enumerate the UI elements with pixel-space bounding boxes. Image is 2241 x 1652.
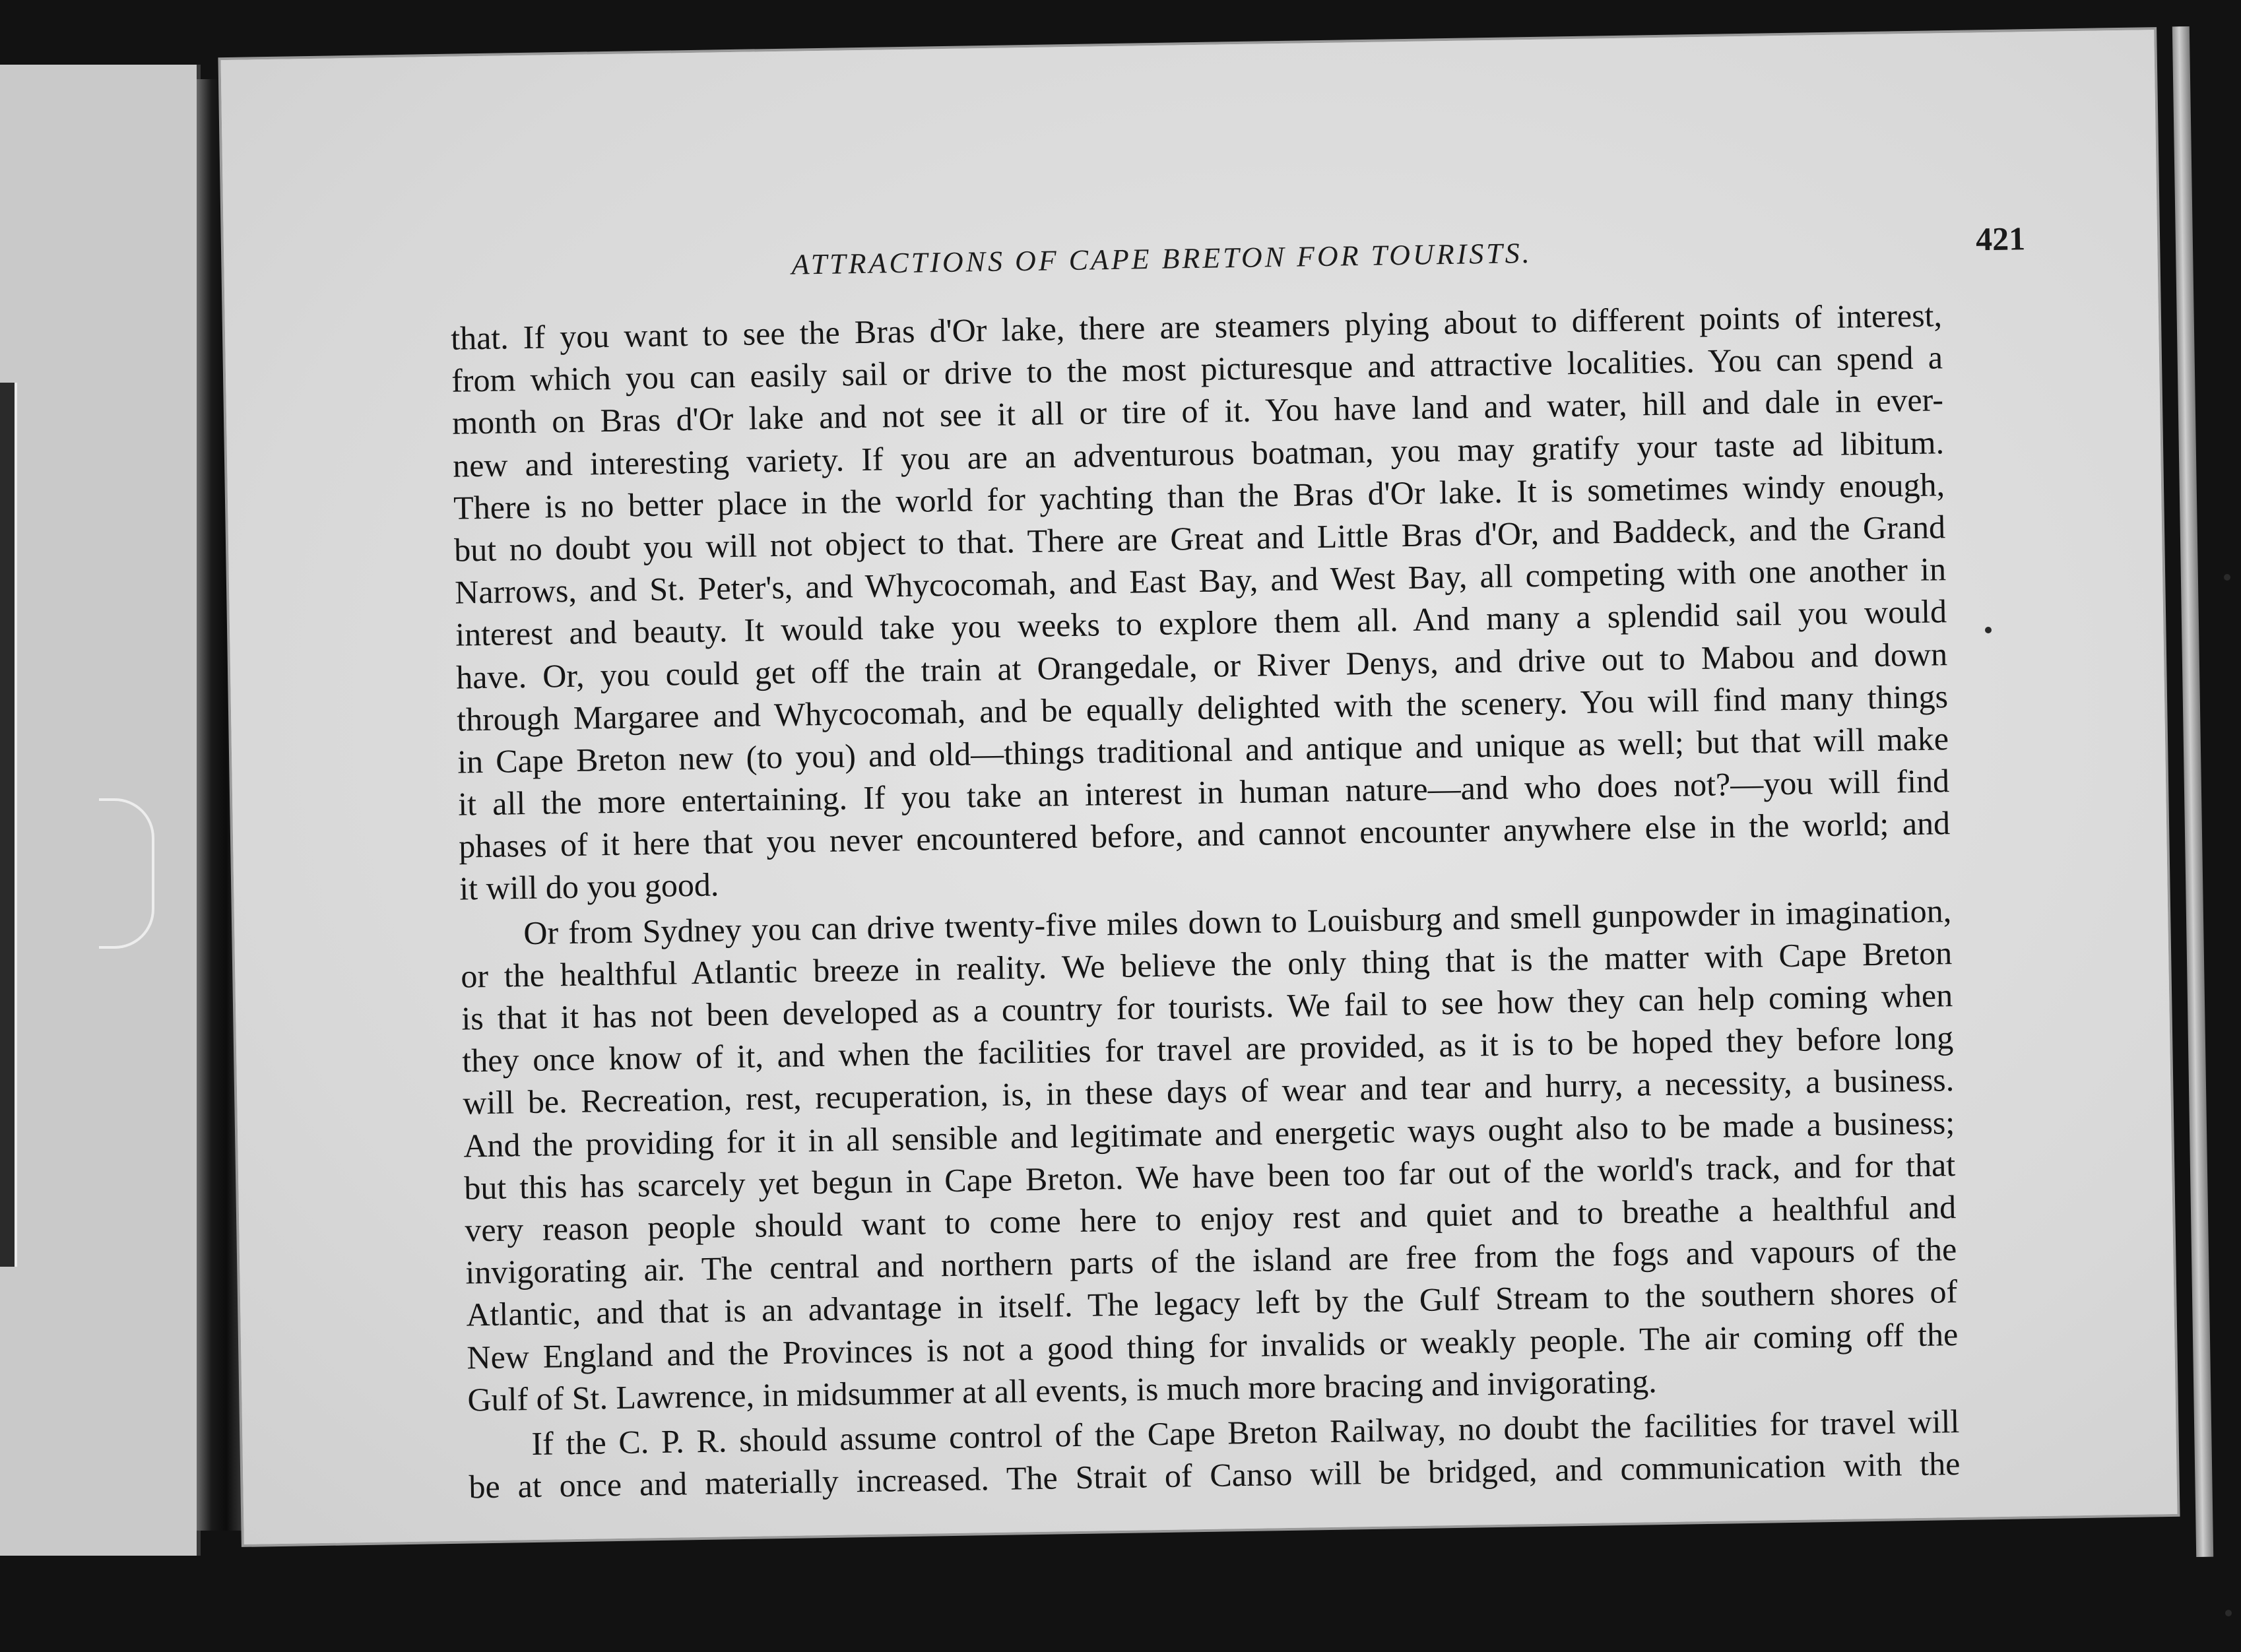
text-line: invigorating air. The central and northern parts of the island are free from the fogs and vapours of the <box>465 1230 1957 1291</box>
text-line: new and interesting variety. If you are an adventurous boatman, you may gratify your taste ad libitum. <box>452 423 1945 484</box>
text-line: New England and the Provinces is not a good thing for invalids or weakly people. The air coming off the <box>466 1315 1959 1376</box>
text-line: it all the more entertaining. If you take an interest in human nature—and who does not?—you will find <box>457 762 1950 823</box>
running-title: ATTRACTIONS OF CAPE BRETON FOR TOURISTS. <box>791 236 1533 281</box>
text-line: There is no better place in the world for yachting than the Bras d'Or lake. It is sometimes windy enough, <box>453 465 1945 526</box>
page-header <box>224 221 2158 304</box>
text-line: month on Bras d'Or lake and not see it all or tire of it. You have land and water, hill and dale in ever- <box>451 381 1944 442</box>
text-line: And the providing for it in all sensible and legitimate and energetic ways ought also to be made a business; <box>463 1103 1955 1164</box>
dust-speck <box>2224 574 2230 581</box>
book-page <box>221 30 2178 1544</box>
text-line: that. If you want to see the Bras d'Or lake, there are steamers plying about to different points of interest, <box>450 296 1943 357</box>
dust-speck <box>2225 1610 2232 1616</box>
text-line: but no doubt you will not object to that. There are Great and Little Bras d'Or, and Baddeck, and the Grand <box>453 508 1946 569</box>
body-text <box>451 294 1961 1508</box>
text-line: will be. Recreation, rest, recuperation, is, in these days of wear and tear and hurry, a necessity, a business. <box>462 1061 1955 1122</box>
text-line: very reason people should want to come here to enjoy rest and quiet and to breathe a healthful and <box>464 1188 1957 1249</box>
text-line: Narrows, and St. Peter's, and Whycocomah, and East Bay, and West Bay, all competing with one another in <box>454 550 1947 611</box>
text-line: Or from Sydney you can drive twenty-five miles down to Louisburg and smell gunpowder in imagination, <box>523 891 1952 951</box>
paragraph-1 <box>451 294 1951 910</box>
page-edge-shadow <box>2172 26 2213 1557</box>
text-line: they once know of it, and when the facilities for travel are provided, as it is to be hoped they before long <box>461 1019 1954 1079</box>
left-page-mark <box>99 798 154 949</box>
left-page-plate-edge <box>0 383 17 1267</box>
text-line: If the C. P. R. should assume control of the Cape Breton Railway, no doubt the facilities for travel will <box>531 1402 1960 1462</box>
text-line: interest and beauty. It would take you weeks to explore them all. And many a splendid sail you would <box>455 592 1947 653</box>
paragraph-2 <box>460 889 1959 1421</box>
text-line: be at once and materially increased. The Strait of Canso will be bridged, and communication with the <box>469 1445 1961 1506</box>
text-line: but this has scarcely yet begun in Cape Breton. We have been too far out of the world's track, and for that <box>463 1145 1956 1207</box>
text-line: Gulf of St. Lawrence, in midsummer at all events, is much more bracing and invigorating. <box>467 1362 1657 1418</box>
text-line: have. Or, you could get off the train at Orangedale, or River Denys, and drive out to Mabou and down <box>455 635 1948 696</box>
text-line: or the healthful Atlantic breeze in reality. We believe the only thing that is the matter with Cape Breton <box>460 934 1953 995</box>
text-line: Atlantic, and that is an advantage in itself. The legacy left by the Gulf Stream to the southern shores of <box>465 1273 1958 1333</box>
text-line: it will do you good. <box>459 866 719 908</box>
text-line: from which you can easily sail or drive to the most picturesque and attractive localities. You can spend a <box>451 338 1943 399</box>
text-line: phases of it here that you never encountered before, and cannot encounter anywhere else in the world; and <box>458 804 1951 865</box>
text-line: is that it has not been developed as a country for tourists. We fail to see how they can help coming when <box>461 976 1953 1037</box>
page-number: 421 <box>1975 220 2026 258</box>
dust-speck <box>1985 627 1992 633</box>
text-line: through Margaree and Whycocomah, and be equally delighted with the scenery. You will find many things <box>456 677 1949 738</box>
text-line: in Cape Breton new (to you) and old—things traditional and antique and unique as well; but that will make <box>457 720 1949 780</box>
